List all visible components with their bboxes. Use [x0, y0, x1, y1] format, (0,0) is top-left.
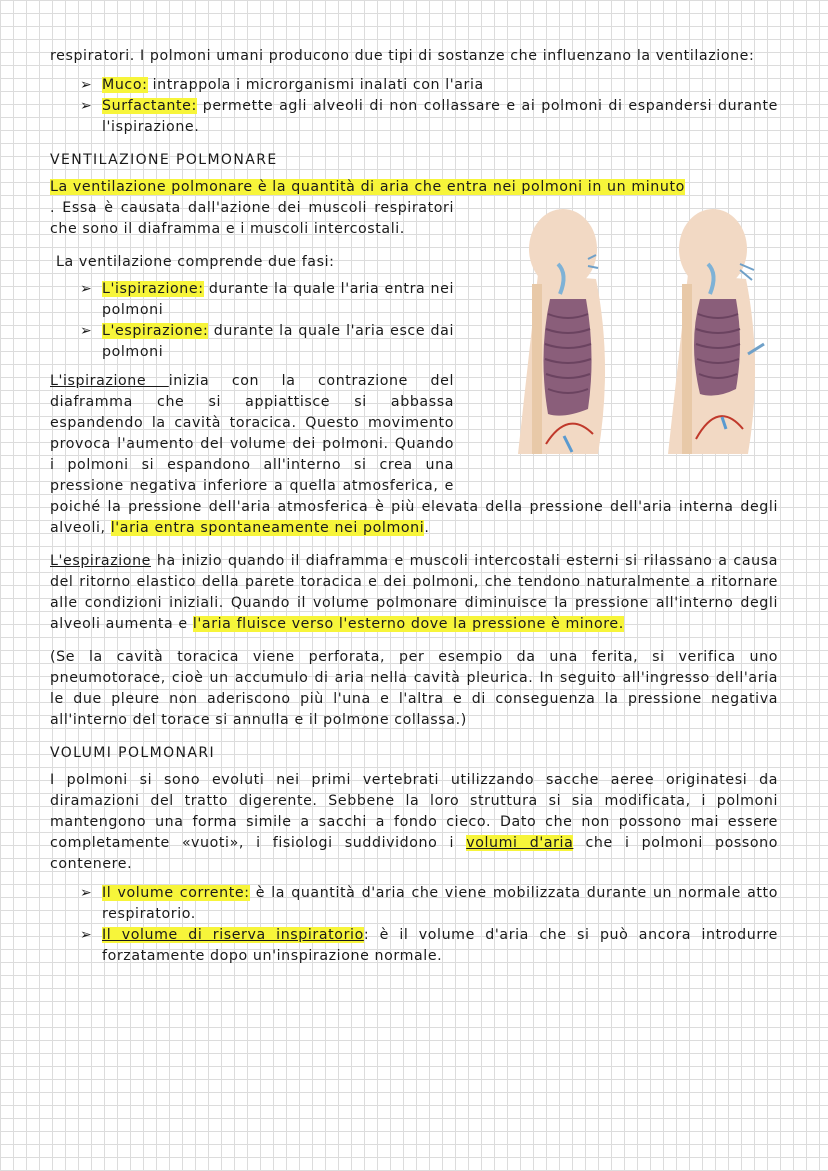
- term-highlight: Muco:: [102, 77, 148, 93]
- list-item: [80, 75, 778, 96]
- list-item: [80, 279, 778, 321]
- notes-page: [50, 46, 778, 975]
- pneumothorax-note: (Se la cavità toracica viene perforata, per esempio da una ferita, si verifica uno pneumotorace, cioè un accumulo di aria nella cavità pleurica. In seguito all'ingresso dell'aria le due pleure non aderiscono più l'una e l'altra e di conseguenza la pressione negativa all'interno del torace si annulla e il polmone collassa.): [50, 649, 778, 728]
- list-item: [80, 925, 778, 967]
- list-item: [80, 96, 778, 138]
- volumes-text: I polmoni si sono evoluti nei primi vertebrati utilizzando sacche aeree originatesi da diramazioni del tratto digerente. Sebbene la loro struttura si sia modificata, i polmoni mantengono una forma simile a sacchi a fondo cieco. Dato che non possono mai essere completamente «vuoti», i fisiologi suddividono i: [50, 772, 778, 851]
- phases-intro: La ventilazione comprende due fasi:: [56, 254, 335, 270]
- item-text: : è il volume d'aria che si può ancora introdurre forzatamente dopo un'inspirazione normale.: [102, 927, 778, 964]
- substances-list: [50, 75, 778, 138]
- item-text: durante la quale l'aria esce dai polmoni: [102, 323, 454, 360]
- term-highlight: L'ispirazione:: [102, 281, 204, 297]
- section-heading: VOLUMI POLMONARI: [50, 745, 216, 761]
- expiration-text: ha inizio quando il diaframma e muscoli intercostali esterni si rilassano a causa del ritorno elastico della parete toracica e dei polmoni, che tendono naturalmente a ritornare alle condizioni iniziali. Quando il volume polmonare diminuisce la pressione all'interno degli alveoli aumenta e: [50, 553, 778, 632]
- item-text: permette agli alveoli di non collassare e ai polmoni di espandersi durante l'ispirazione.: [102, 98, 778, 135]
- expiration-term: L'espirazione: [50, 553, 151, 569]
- term-highlight: L'espirazione:: [102, 323, 209, 339]
- item-text: intrappola i microrganismi inalati con l'aria: [147, 77, 484, 93]
- list-item: [80, 883, 778, 925]
- volumes-highlight: volumi d'aria: [466, 835, 574, 851]
- volumes-text-end: che i polmoni possono contenere.: [50, 835, 779, 872]
- term-highlight: Il volume corrente:: [102, 885, 250, 901]
- definition-rest: . Essa è causata dall'azione dei muscoli respiratori che sono il diaframma e i muscoli intercostali.: [50, 200, 454, 237]
- term-highlight: Surfactante:: [102, 98, 197, 114]
- expiration-highlight: l'aria fluisce verso l'esterno dove la pressione è minore.: [192, 616, 624, 632]
- intro-text: respiratori. I polmoni umani producono due tipi di sostanze che influenzano la ventilazione:: [50, 48, 755, 64]
- item-text: durante la quale l'aria entra nei polmoni: [102, 281, 454, 318]
- volumes-list: [50, 883, 778, 967]
- intro-paragraph: [50, 46, 778, 67]
- inspiration-text: inizia con la contrazione del diaframma che si appiattisce si abbassa espandendo la cavità toracica. Questo movimento provoca l'aumento del volume dei polmoni. Quando i polmoni si espandono all'interno si crea una pressione negativa inferiore a quella atmosferica, e poiché la pressione dell'aria atmosferica è più elevata della pressione dell'aria interna degli alveoli,: [50, 373, 778, 536]
- inspiration-end: .: [424, 520, 430, 536]
- term-highlight: Il volume di riserva inspiratorio: [102, 927, 364, 943]
- volumes-paragraph: [50, 770, 778, 875]
- section-heading: VENTILAZIONE POLMONARE: [50, 152, 278, 168]
- expiration-paragraph: [50, 551, 778, 635]
- inspiration-term: L'ispirazione: [50, 373, 169, 389]
- definition-line: [50, 177, 778, 198]
- inspiration-highlight: l'aria entra spontaneamente nei polmoni: [110, 520, 425, 536]
- definition-highlight: La ventilazione polmonare è la quantità di aria che entra nei polmoni in un minuto: [50, 179, 685, 195]
- item-text: è la quantità d'aria che viene mobilizzata durante un normale atto respiratorio.: [102, 885, 778, 922]
- list-item: [80, 321, 778, 363]
- phases-list: [50, 279, 778, 363]
